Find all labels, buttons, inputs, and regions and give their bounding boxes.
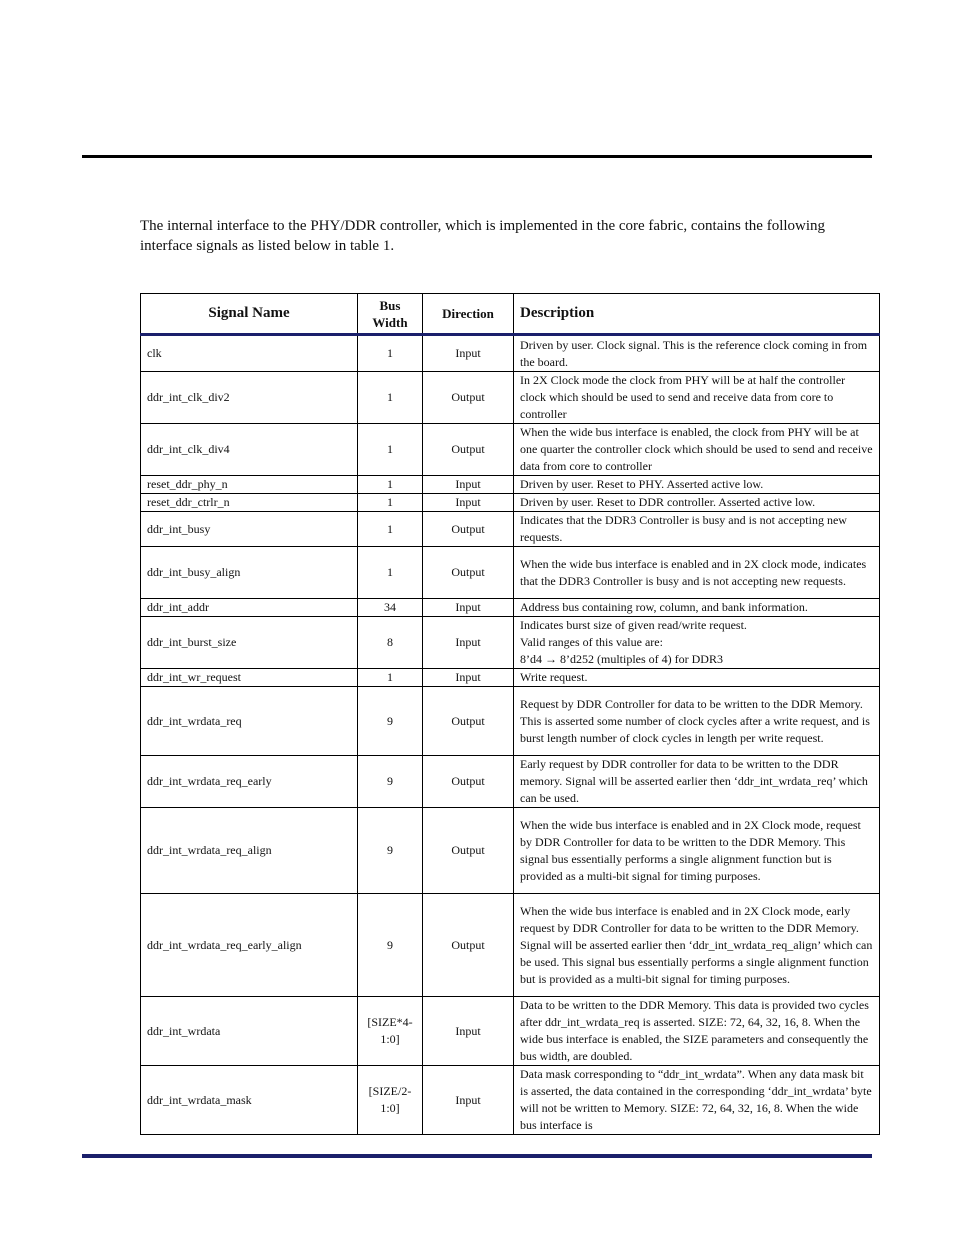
description-cell: When the wide bus interface is enabled, the clock from PHY will be at one quarter the controller clock which should be used to send and receive data from core to controller <box>514 424 880 476</box>
table-row <box>141 894 880 997</box>
description-cell: When the wide bus interface is enabled and in 2X Clock mode, early request by DDR Controller for data to be written to the DDR Memory. Signal will be asserted earlier then ‘ddr_int_wrdata_req_align’ which can be used. This signal bus essentially performs a single alignment function but is provided as a multi-bit signal for timing purposes. <box>514 894 880 997</box>
description-cell: Driven by user. Clock signal. This is the reference clock coming in from the board. <box>514 335 880 372</box>
signal-name-cell: clk <box>141 335 358 372</box>
signal-name-cell: ddr_int_wrdata_req_early_align <box>141 894 358 997</box>
bus-width-cell: 9 <box>358 894 423 997</box>
description-cell: Address bus containing row, column, and bank information. <box>514 599 880 617</box>
direction-cell: Output <box>423 756 514 808</box>
table-row <box>141 476 880 494</box>
signal-name-cell: ddr_int_busy_align <box>141 547 358 599</box>
footer-rule <box>82 1154 872 1158</box>
description-cell: Indicates that the DDR3 Controller is busy and is not accepting new requests. <box>514 512 880 547</box>
bus-width-cell: 1 <box>358 669 423 687</box>
header-rule <box>82 155 872 158</box>
description-cell: Write request. <box>514 669 880 687</box>
direction-cell: Output <box>423 372 514 424</box>
bus-width-cell: 1 <box>358 335 423 372</box>
bus-width-cell: 1 <box>358 424 423 476</box>
signal-name-cell: reset_ddr_phy_n <box>141 476 358 494</box>
direction-cell: Input <box>423 669 514 687</box>
description-cell: Request by DDR Controller for data to be written to the DDR Memory. This is asserted some number of clock cycles after a write request, and is burst length number of clock cycles in length per write request. <box>514 687 880 756</box>
description-cell: Driven by user. Reset to DDR controller. Asserted active low. <box>514 494 880 512</box>
signal-name-cell: ddr_int_wr_request <box>141 669 358 687</box>
intro-paragraph: The internal interface to the PHY/DDR controller, which is implemented in the core fabric, contains the following interface signals as listed below in table 1. <box>140 218 826 254</box>
signal-name-cell: ddr_int_clk_div4 <box>141 424 358 476</box>
table-row <box>141 669 880 687</box>
bus-width-cell: 1 <box>358 372 423 424</box>
table-row <box>141 1066 880 1135</box>
bus-width-cell: 8 <box>358 617 423 669</box>
description-cell: When the wide bus interface is enabled and in 2X clock mode, indicates that the DDR3 Controller is busy and is not accepting new requests. <box>514 547 880 599</box>
direction-cell: Input <box>423 599 514 617</box>
bus-width-cell: 1 <box>358 476 423 494</box>
table-row <box>141 997 880 1066</box>
table-row <box>141 687 880 756</box>
table-row <box>141 335 880 372</box>
signal-table <box>140 293 880 1135</box>
description-cell: In 2X Clock mode the clock from PHY will be at half the controller clock which should be used to send and receive data from core to controller <box>514 372 880 424</box>
direction-cell: Input <box>423 617 514 669</box>
signal-name-cell: ddr_int_wrdata_mask <box>141 1066 358 1135</box>
table-row <box>141 808 880 894</box>
description-cell: Early request by DDR controller for data to be written to the DDR memory. Signal will be asserted earlier then ‘ddr_int_wrdata_req’ which can be used. <box>514 756 880 808</box>
bus-width-cell: 34 <box>358 599 423 617</box>
bus-width-cell: 1 <box>358 547 423 599</box>
bus-width-cell: 9 <box>358 808 423 894</box>
bus-width-cell: 1 <box>358 512 423 547</box>
signal-name-cell: reset_ddr_ctrlr_n <box>141 494 358 512</box>
description-cell: Driven by user. Reset to PHY. Asserted active low. <box>514 476 880 494</box>
table-row <box>141 372 880 424</box>
table-row <box>141 599 880 617</box>
signal-name-cell: ddr_int_addr <box>141 599 358 617</box>
direction-cell: Input <box>423 997 514 1066</box>
signal-name-cell: ddr_int_wrdata_req_early <box>141 756 358 808</box>
header-bus-width: Bus Width <box>358 294 423 335</box>
header-description: Description <box>514 294 880 335</box>
table-row <box>141 494 880 512</box>
signal-name-cell: ddr_int_burst_size <box>141 617 358 669</box>
direction-cell: Output <box>423 894 514 997</box>
direction-cell: Input <box>423 335 514 372</box>
direction-cell: Output <box>423 687 514 756</box>
table-header-row <box>141 294 880 335</box>
header-direction: Direction <box>423 294 514 335</box>
signal-name-cell: ddr_int_busy <box>141 512 358 547</box>
bus-width-cell: [SIZE*4-1:0] <box>358 997 423 1066</box>
direction-cell: Output <box>423 512 514 547</box>
direction-cell: Input <box>423 1066 514 1135</box>
signal-name-cell: ddr_int_wrdata_req <box>141 687 358 756</box>
signal-name-cell: ddr_int_wrdata_req_align <box>141 808 358 894</box>
table-row <box>141 617 880 669</box>
direction-cell: Output <box>423 424 514 476</box>
description-cell: When the wide bus interface is enabled and in 2X Clock mode, request by DDR Controller for data to be written to the DDR Memory. This signal bus essentially performs a single alignment function but is provided as a multi-bit signal for timing purposes. <box>514 808 880 894</box>
table-row <box>141 547 880 599</box>
description-cell: Indicates burst size of given read/write request. Valid ranges of this value are: 8’d4 → 8’d252 (multiples of 4) for DDR3 <box>514 617 880 669</box>
direction-cell: Input <box>423 476 514 494</box>
signal-name-cell: ddr_int_clk_div2 <box>141 372 358 424</box>
bus-width-cell: [SIZE/2-1:0] <box>358 1066 423 1135</box>
signal-name-cell: ddr_int_wrdata <box>141 997 358 1066</box>
direction-cell: Output <box>423 808 514 894</box>
direction-cell: Output <box>423 547 514 599</box>
description-cell: Data to be written to the DDR Memory. This data is provided two cycles after ddr_int_wrdata_req is asserted. SIZE: 72, 64, 32, 16, 8. When the wide bus interface is enabled, the SIZE parameters and consequently the bus width, are doubled. <box>514 997 880 1066</box>
table-body <box>141 335 880 1135</box>
bus-width-cell: 9 <box>358 687 423 756</box>
header-signal-name: Signal Name <box>141 294 358 335</box>
direction-cell: Input <box>423 494 514 512</box>
table-row <box>141 756 880 808</box>
table-row <box>141 512 880 547</box>
description-cell: Data mask corresponding to “ddr_int_wrdata”. When any data mask bit is asserted, the data contained in the corresponding ‘ddr_int_wrdata’ byte will not be written to Memory. SIZE: 72, 64, 32, 16, 8. When the wide bus interface is <box>514 1066 880 1135</box>
bus-width-cell: 1 <box>358 494 423 512</box>
table-row <box>141 424 880 476</box>
bus-width-cell: 9 <box>358 756 423 808</box>
